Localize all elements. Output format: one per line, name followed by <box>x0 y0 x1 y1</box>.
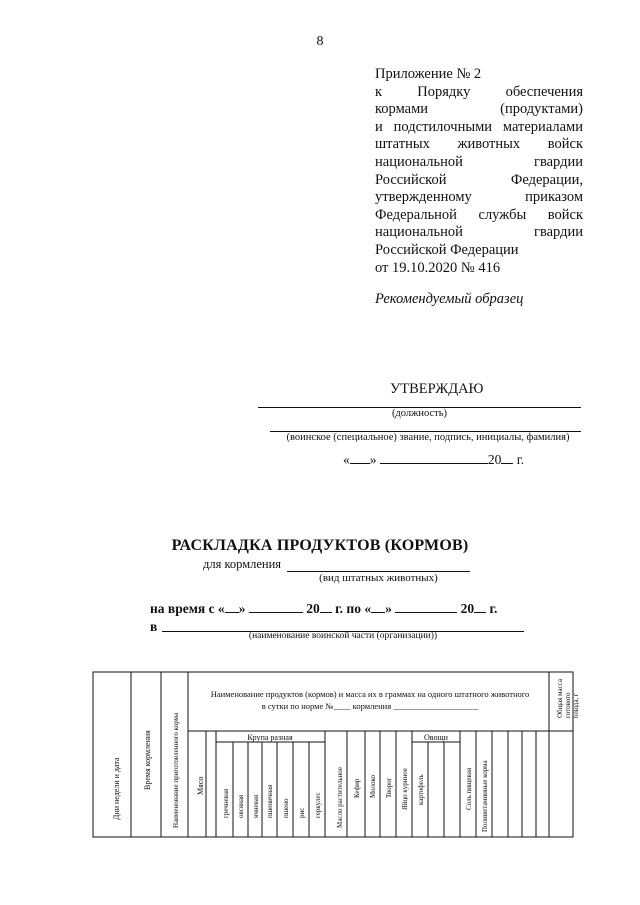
products-header-1: Наименование продуктов (кормов) и масса их в граммах на одного штатного животного <box>210 689 530 699</box>
col-milk-label: Молоко <box>369 775 377 798</box>
appendix-line: Федеральной службы войск <box>375 206 583 223</box>
quote-close: » <box>369 452 377 467</box>
vegetables-group-label: Овощи <box>424 733 448 742</box>
appendix-line: национальной гвардии <box>375 224 583 241</box>
col-vitamin-label: Поливитаминные корма <box>481 760 489 832</box>
col-egg-label: Яйцо куриное <box>401 768 409 810</box>
groats-col: пшено <box>282 798 290 818</box>
col-feed-label: Наименование приготовленного корма <box>172 712 180 828</box>
year-prefix: 20 <box>487 452 502 467</box>
col-total-label-1: Общая масса <box>556 679 564 718</box>
col-meat-label: Мясо <box>196 776 205 795</box>
appendix-line: Российской Федерации <box>375 241 519 258</box>
groats-col: пшеничная <box>266 784 274 818</box>
groats-group-label: Крупа разная <box>247 733 293 742</box>
appendix-line: Приложение № 2 <box>375 66 482 82</box>
appendix-line: от 19.10.2020 № 416 <box>375 259 501 276</box>
groats-col: овсяная <box>237 794 245 818</box>
col-day-label: Дни недели и дата <box>112 757 121 820</box>
products-header-2: в сутки по норме №____ кормления ____________________ <box>261 701 479 711</box>
period-from: на время с « <box>150 601 225 616</box>
unit-prefix: в <box>150 619 158 634</box>
col-total-label-2: готового <box>564 692 572 718</box>
animal-caption: (вид штатных животных) <box>319 572 438 584</box>
col-total-label-3: блюда, г <box>572 693 580 718</box>
col-oil-label: Масло растительное <box>336 767 344 828</box>
period-year-2: 20 <box>460 601 475 616</box>
appendix-line: Российской Федерации, <box>375 171 583 188</box>
period-mid-quote-2: » <box>385 601 392 616</box>
unit-caption: (наименование воинской части (организации)) <box>248 631 438 641</box>
col-curd-label: Творог <box>385 777 393 798</box>
col-time-label: Время кормления <box>143 730 152 790</box>
groats-col: ячневая <box>252 794 260 818</box>
period-mid-quote: » <box>238 601 246 616</box>
appendix-line: национальной гвардии <box>375 153 583 170</box>
period-to: г. по « <box>335 601 372 616</box>
groats-col: геркулес <box>314 792 322 818</box>
recommended-sample-label: Рекомендуемый образец <box>375 291 524 307</box>
appendix-line: и подстилочными материалами <box>375 118 583 135</box>
rank-caption: (воинское (специальное) звание, подпись, инициалы, фамилия) <box>286 432 570 443</box>
appendix-line: кормами (продуктами) <box>375 101 583 118</box>
period-year-1: 20 <box>306 601 320 616</box>
document-title: РАСКЛАДКА ПРОДУКТОВ (КОРМОВ) <box>171 537 469 554</box>
year-suffix: г. <box>516 452 525 467</box>
veg-col: картофель <box>417 774 425 805</box>
position-caption: (должность) <box>391 408 448 419</box>
quote-open: « <box>343 452 350 467</box>
appendix-line: штатных животных войск <box>375 136 583 153</box>
groats-col: гречневая <box>222 788 230 818</box>
page-number: 8 <box>316 34 324 49</box>
col-kefir-label: Кефир <box>353 778 361 798</box>
groats-col: рис <box>298 807 306 818</box>
appendix-line: утвержденному приказом <box>375 189 583 206</box>
feeding-label: для кормления <box>203 557 282 571</box>
approval-heading: УТВЕРЖДАЮ <box>390 381 484 397</box>
col-salt-label: Соль пищевая <box>465 767 473 810</box>
period-end: г. <box>489 601 498 616</box>
appendix-line: к Порядку обеспечения <box>375 83 583 100</box>
